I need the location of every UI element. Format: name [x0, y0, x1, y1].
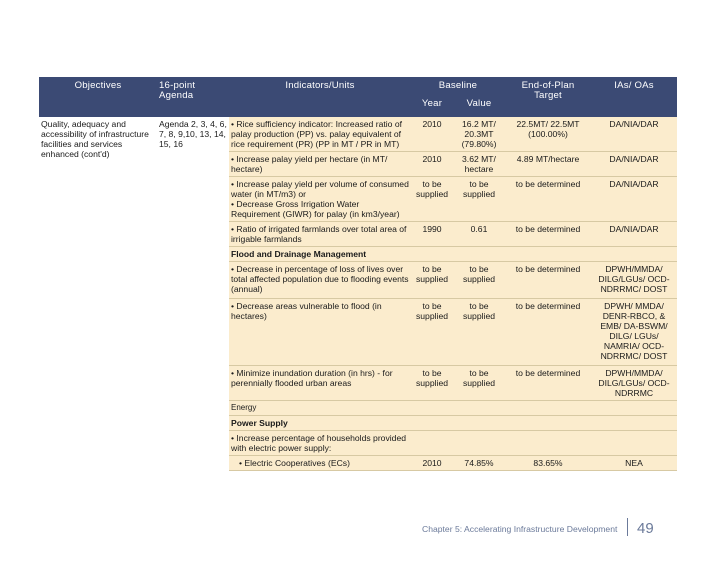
header-eop-target: [505, 77, 591, 117]
indicator-cell: • Electric Cooperatives (ECs): [229, 456, 411, 471]
ias-cell: DPWH/ MMDA/ DENR-RBCO, & EMB/ DA-BSWM/ DILG/ LGUs/ NAMRIA/ OCD-NDRRMC/ DOST: [591, 299, 677, 366]
energy-label: Energy: [229, 401, 411, 416]
footer-divider: [627, 518, 628, 536]
indicator-cell: • Increase palay yield per hectare (in MT/ hectare): [229, 152, 411, 177]
header-agenda-line1: 16-point: [159, 80, 196, 91]
indicator-cell: • Increase percentage of households provided with electric power supply:: [229, 431, 411, 456]
value-cell: 16.2 MT/ 20.3MT (79.80%): [453, 117, 505, 152]
target-cell: to be determined: [505, 366, 591, 401]
target-cell: to be determined: [505, 222, 591, 247]
header-eop-line1: End-of-Plan: [521, 80, 575, 91]
indicator-cell: • Ratio of irrigated farmlands over total area of irrigable farmlands: [229, 222, 411, 247]
year-cell: 2010: [411, 117, 453, 152]
indicator-cell: • Increase palay yield per volume of consumed water (in MT/m3) or • Decrease Gross Irrigation Water Requirement (GIWR) for palay (in km3/year): [229, 177, 411, 222]
header-ias: IAs/ OAs: [591, 77, 677, 117]
year-cell: to be supplied: [411, 299, 453, 366]
ias-cell: DPWH/MMDA/ DILG/LGUs/ OCD-NDRRMC: [591, 366, 677, 401]
target-cell: to be determined: [505, 177, 591, 222]
value-cell: to be supplied: [453, 262, 505, 299]
header-objectives: Objectives: [39, 77, 157, 117]
year-cell: to be supplied: [411, 366, 453, 401]
year-cell: to be supplied: [411, 177, 453, 222]
ias-cell: DA/NIA/DAR: [591, 117, 677, 152]
indicator-cell: • Decrease in percentage of loss of lives over total affected population due to flooding events (annual): [229, 262, 411, 299]
objective-cell: Quality, adequacy and accessibility of infrastructure facilities and services enhanced (cont'd): [39, 117, 157, 471]
infrastructure-results-matrix: [39, 77, 677, 471]
header-eop-line2: Target: [534, 90, 562, 101]
year-cell: 2010: [411, 456, 453, 471]
ias-cell: DPWH/MMDA/ DILG/LGUs/ OCD-NDRRMC/ DOST: [591, 262, 677, 299]
header-agenda-line2: Agenda: [159, 90, 194, 101]
ias-cell: NEA: [591, 456, 677, 471]
value-cell: 74.85%: [453, 456, 505, 471]
header-baseline: Baseline: [411, 77, 505, 97]
target-cell: to be determined: [505, 262, 591, 299]
flood-heading: Flood and Drainage Management: [229, 247, 411, 262]
year-cell: 1990: [411, 222, 453, 247]
year-cell: to be supplied: [411, 262, 453, 299]
footer-chapter: Chapter 5: Accelerating Infrastructure Development: [422, 524, 618, 534]
header-year: Year: [411, 97, 453, 117]
target-cell: 83.65%: [505, 456, 591, 471]
ias-cell: DA/NIA/DAR: [591, 177, 677, 222]
page-number: 49: [637, 520, 654, 537]
ias-cell: DA/NIA/DAR: [591, 222, 677, 247]
header-value: Value: [453, 97, 505, 117]
ias-cell: DA/NIA/DAR: [591, 152, 677, 177]
indicator-cell: • Rice sufficiency indicator: Increased ratio of palay production (PP) vs. palay equivalent of rice requirement (PR) (PP in MT / PR in MT): [229, 117, 411, 152]
agenda-cell: Agenda 2, 3, 4, 6, 7, 8, 9,10, 13, 14, 15, 16: [157, 117, 229, 471]
target-cell: to be determined: [505, 299, 591, 366]
value-cell: 3.62 MT/ hectare: [453, 152, 505, 177]
value-cell: to be supplied: [453, 299, 505, 366]
indicator-cell: • Decrease areas vulnerable to flood (in hectares): [229, 299, 411, 366]
value-cell: 0.61: [453, 222, 505, 247]
value-cell: to be supplied: [453, 177, 505, 222]
indicator-cell: • Minimize inundation duration (in hrs) - for perennially flooded urban areas: [229, 366, 411, 401]
year-cell: 2010: [411, 152, 453, 177]
header-row: [39, 77, 677, 97]
table-row: [39, 117, 677, 152]
value-cell: to be supplied: [453, 366, 505, 401]
target-cell: 4.89 MT/hectare: [505, 152, 591, 177]
header-agenda: [157, 77, 229, 117]
power-supply-heading: Power Supply: [229, 416, 411, 431]
target-cell: 22.5MT/ 22.5MT (100.00%): [505, 117, 591, 152]
header-indicators: Indicators/Units: [229, 77, 411, 117]
